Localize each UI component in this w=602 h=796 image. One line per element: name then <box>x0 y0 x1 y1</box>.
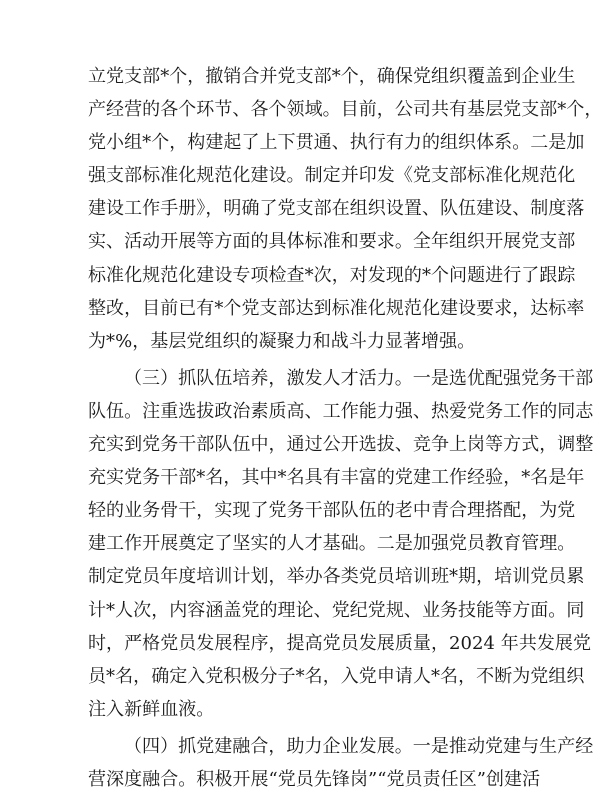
text-line: 整改，目前已有*个党支部达到标准化规范化建设要求，达标率 <box>88 297 585 319</box>
text-line: 实、活动开展等方面的具体标准和要求。全年组织开展党支部 <box>88 231 576 253</box>
text-line: 为*%，基层党组织的凝聚力和战斗力显著增强。 <box>88 330 476 352</box>
text-line: 注入新鲜血液。 <box>88 698 215 720</box>
text-line: 员*名，确定入党积极分子*名，入党申请人*名，不断为党组织 <box>88 665 585 687</box>
text-line: 制定党员年度培训计划，举办各类党员培训班*期，培训党员累 <box>88 566 585 588</box>
document-body <box>88 60 602 796</box>
text-line: 党小组*个，构建起了上下贯通、执行有力的组织体系。二是加 <box>88 132 585 154</box>
text-line: 时，严格党员发展程序，提高党员发展质量，2024 年共发展党 <box>88 632 592 654</box>
text-line: 立党支部*个，撤销合并党支部*个，确保党组织覆盖到企业生 <box>88 66 576 87</box>
text-line: 强支部标准化规范化建设。制定并印发《党支部标准化规范化 <box>88 165 576 187</box>
text-line: 建工作开展奠定了坚实的人才基础。二是加强党员教育管理。 <box>88 533 576 555</box>
text-line: 充实到党务干部队伍中，通过公开选拔、竞争上岗等方式，调整 <box>88 434 594 456</box>
text-line: 队伍。注重选拔政治素质高、工作能力强、热爱党务工作的同志 <box>88 400 594 422</box>
paragraph-organization-coverage <box>88 60 602 358</box>
section-heading-line: （三）抓队伍培养，激发人才活力。一是选优配强党务干部 <box>124 367 594 389</box>
text-line: 营深度融合。积极开展“党员先锋岗”“党员责任区”创建活 <box>88 768 541 790</box>
text-line: 充实党务干部*名，其中*名具有丰富的党建工作经验，*名是年 <box>88 467 585 489</box>
paragraph-team-training <box>88 362 594 726</box>
text-line: 标准化规范化建设专项检查*次，对发现的*个问题进行了跟踪 <box>88 264 576 286</box>
section-heading-line: （四）抓党建融合，助力企业发展。一是推动党建与生产经 <box>124 735 594 757</box>
text-line: 建设工作手册》，明确了党支部在组织设置、队伍建设、制度落 <box>88 198 585 220</box>
text-line: 轻的业务骨干，实现了党务干部队伍的老中青合理搭配，为党 <box>88 500 576 522</box>
text-line: 计*人次，内容涵盖党的理论、党纪党规、业务技能等方面。同 <box>88 599 585 621</box>
paragraph-party-integration <box>88 730 594 796</box>
text-line: 产经营的各个环节、各个领域。目前，公司共有基层党支部*个， <box>88 99 602 121</box>
